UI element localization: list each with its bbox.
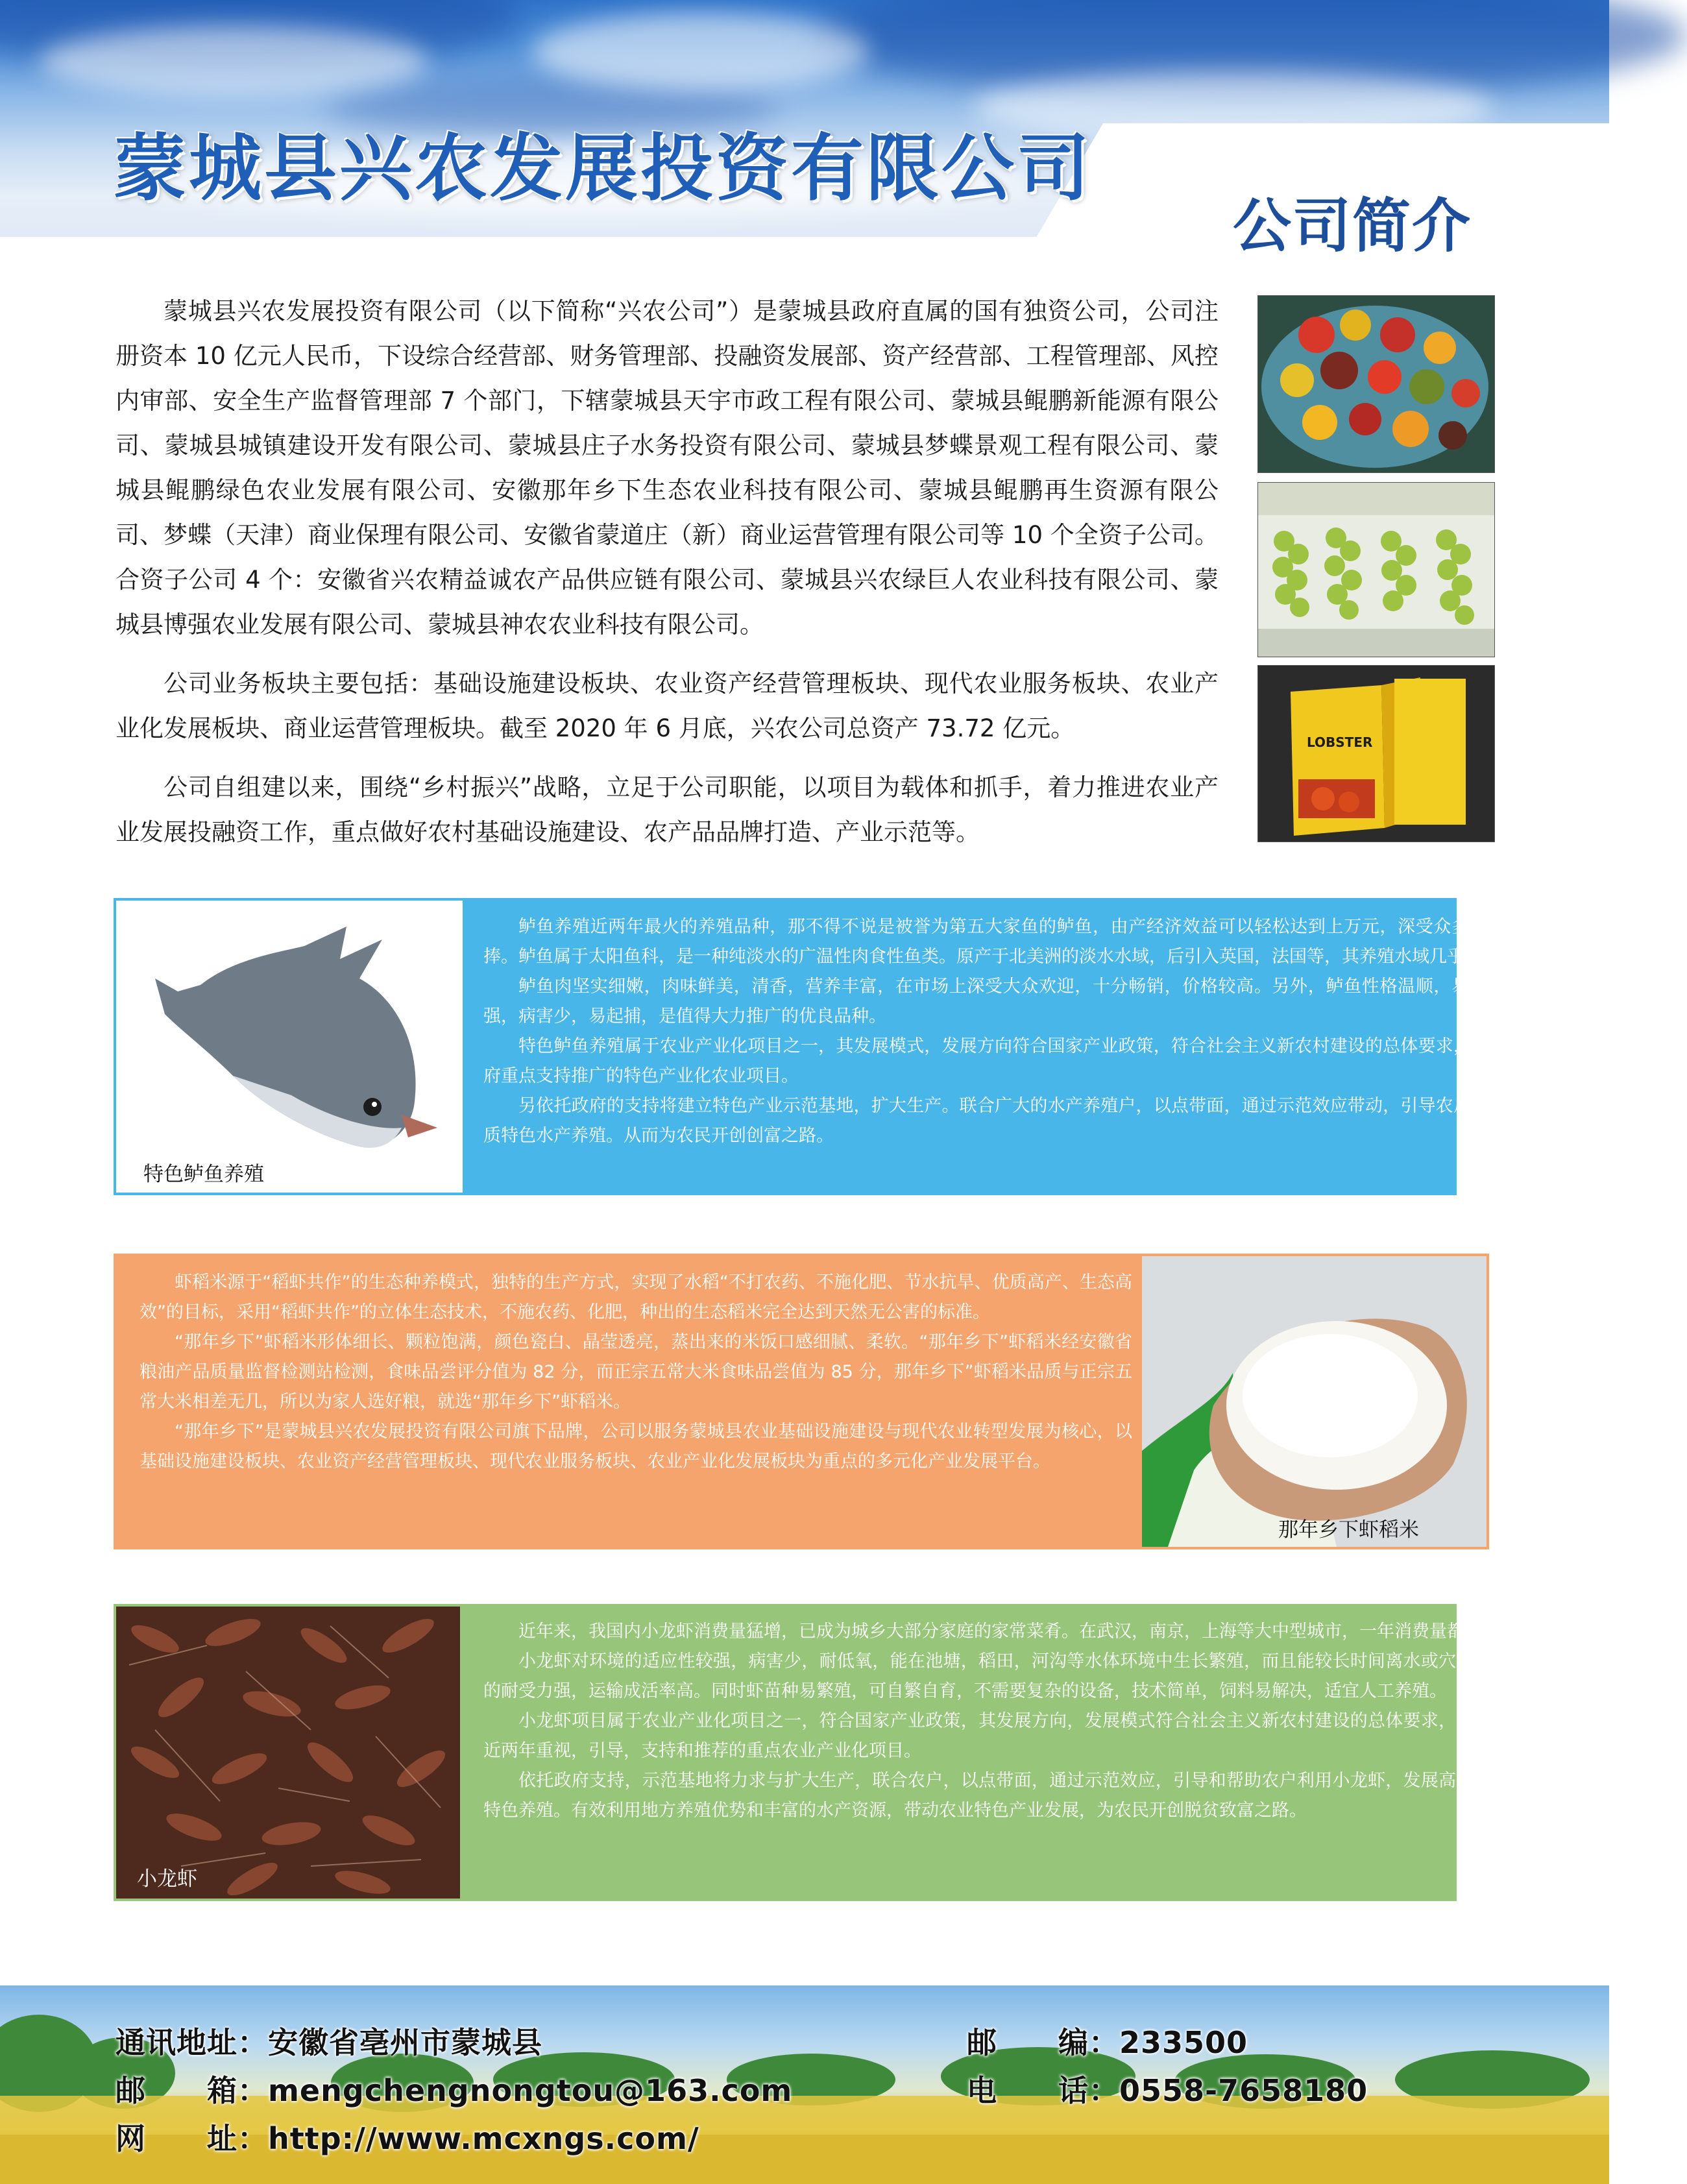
- bass-paragraph: 特色鲈鱼养殖属于农业产业化项目之一，其发展模式，发展方向符合国家产业政策，符合社会主义新农村建设的总体要求，同时也是县政府重点支持推广的特色产业化农业项目。: [483, 1036, 1577, 1086]
- bass-paragraph: 鲈鱼养殖近两年最火的养殖品种，那不得不说是被誉为第五大家鱼的鲈鱼，由产经济效益可以轻松达到上万元，深受众多养殖朋友的追捧。鲈鱼属于太阳鱼科，是一种纯淡水的广温性肉食性鱼类。原产于北美洲的淡水水域，后引入英国，法国等，其养殖水域几乎遍布全球。: [483, 917, 1577, 967]
- crayfish-paragraph: 小龙虾对环境的适应性较强，病害少，耐低氧，能在池塘，稻田，河沟等水体环境中生长繁殖，而且能较长时间离水或穴居，对不良环境的耐受力强，运输成活率高。同时虾苗种易繁殖，可自繁自育，不需要复杂的设备，技术简单，饲料易解决，适宜人工养殖。: [483, 1651, 1580, 1701]
- bass-farming-panel: [114, 898, 1577, 1195]
- bass-fish-illustration: [116, 901, 463, 1193]
- crayfish-description: [483, 1617, 1580, 1826]
- rice-description: [140, 1268, 1132, 1477]
- section-title: 公司简介: [1233, 192, 1472, 260]
- footer-contact-banner: [0, 1985, 1609, 2184]
- footer-phone: 电 话：0558-7658180: [967, 2073, 1368, 2108]
- crayfish-pile-illustration: [116, 1607, 460, 1899]
- bass-photo-frame: [116, 901, 463, 1193]
- company-title: 蒙城县兴农发展投资有限公司: [114, 127, 1092, 211]
- intro-paragraph: 公司业务板块主要包括：基础设施建设板块、农业资产经营管理板块、现代农业服务板块、农业产业化发展板块、商业运营管理板块。截至 2020 年 6 月底，兴农公司总资产 73.72 亿元。: [115, 670, 1219, 742]
- bass-caption: 特色鲈鱼养殖: [143, 1163, 264, 1186]
- bass-paragraph: 鲈鱼肉坚实细嫩，肉味鲜美，清香，营养丰富，在市场上深受大众欢迎，十分畅销，价格较高。另外，鲈鱼性格温顺，易驯化，适应性强，病害少，易起捕，是值得大力推广的优良品种。: [483, 977, 1577, 1026]
- tomato-photo: [1257, 295, 1495, 473]
- rice-panel: [114, 1254, 1489, 1549]
- rice-paragraph: “那年乡下”是蒙城县兴农发展投资有限公司旗下品牌，公司以服务蒙城县农业基础设施建设与现代农业转型发展为核心，以基础设施建设板块、农业资产经营管理板块、现代农业服务板块、农业产业化发展板块为重点的多元化产业发展平台。: [140, 1422, 1132, 1472]
- bass-description: [483, 912, 1577, 1151]
- footer-website[interactable]: 网 址：http://www.mcxngs.com/: [115, 2121, 699, 2156]
- rice-photo-frame: [1142, 1256, 1487, 1547]
- rice-in-hand-illustration: [1142, 1256, 1487, 1547]
- header-banner: [0, 0, 1609, 260]
- footer-postcode: 邮 编：233500: [967, 2025, 1248, 2060]
- intro-paragraph: 公司自组建以来，围绕“乡村振兴”战略，立足于公司职能，以项目为载体和抓手，着力推进农业产业发展投融资工作，重点做好农村基础设施建设、农产品品牌打造、产业示范等。: [115, 773, 1219, 846]
- lobster-box-photo: [1257, 665, 1495, 842]
- crayfish-photo-frame: [116, 1607, 460, 1899]
- crayfish-caption: 小龙虾: [137, 1867, 197, 1891]
- bass-paragraph: 另依托政府的支持将建立特色产业示范基地，扩大生产。联合广大的水产养殖户，以点带面，通过示范效应带动，引导农户发展高效，优质特色水产养殖。从而为农民开创创富之路。: [483, 1096, 1577, 1146]
- intro-paragraph: 蒙城县兴农发展投资有限公司（以下简称“兴农公司”）是蒙城县政府直属的国有独资公司，公司注册资本 10 亿元人民币，下设综合经营部、财务管理部、投融资发展部、资产经营部、工程管理部、风控内审部、安全生产监督管理部 7 个部门，下辖蒙城县天宇市政工程有限公司、蒙城县鲲鹏新能源有限公司、蒙城县城镇建设开发有限公司、蒙城县庄子水务投资有限公司、蒙城县梦蝶景观工程有限公司、蒙城县鲲鹏绿色农业发展有限公司、安徽那年乡下生态农业科技有限公司、蒙城县鲲鹏再生资源有限公司、梦蝶（天津）商业保理有限公司、安徽省蒙道庄（新）商业运营管理有限公司等 10 个全资子公司。合资子公司 4 个：安徽省兴农精益诚农产品供应链有限公司、蒙城县兴农绿巨人农业科技有限公司、蒙城县博强农业发展有限公司、蒙城县神农农业科技有限公司。: [115, 297, 1219, 638]
- footer-email[interactable]: 邮 箱：mengchengnongtou@163.com: [115, 2073, 793, 2108]
- crayfish-paragraph: 小龙虾项目属于农业产业化项目之一，符合国家产业政策，其发展方向，发展模式符合社会主义新农村建设的总体要求，同时也是县政府近两年重视，引导，支持和推荐的重点农业产业化项目。: [483, 1711, 1580, 1761]
- footer-address: 通讯地址：安徽省亳州市蒙城县: [115, 2025, 542, 2060]
- rice-caption: 那年乡下虾稻米: [1278, 1518, 1419, 1542]
- crayfish-panel: [114, 1604, 1580, 1901]
- rice-paragraph: 虾稻米源于“稻虾共作”的生态种养模式，独特的生产方式，实现了水稻“不打农药、不施化肥、节水抗旱、优质高产、生态高效”的目标，采用“稻虾共作”的立体生态技术，不施农药、化肥，种出的生态稻米完全达到天然无公害的标准。: [140, 1272, 1132, 1322]
- grapes-photo: [1257, 482, 1495, 657]
- crayfish-paragraph: 依托政府支持，示范基地将力求与扩大生产，联合农户，以点带面，通过示范效应，引导和帮助农户利用小龙虾，发展高产，优质，高效特色养殖。有效利用地方养殖优势和丰富的水产资源，带动农业特色产业发展，为农民开创脱贫致富之路。: [483, 1771, 1580, 1821]
- lobster-box-label: LOBSTER: [1307, 734, 1373, 750]
- company-introduction: [115, 289, 1219, 869]
- crayfish-paragraph: 近年来，我国内小龙虾消费量猛增，已成为城乡大部分家庭的家常菜肴。在武汉，南京，上海等大中型城市，一年消费量都在万吨以上。: [518, 1621, 1570, 1642]
- rice-paragraph: “那年乡下”虾稻米形体细长、颗粒饱满，颜色瓷白、晶莹透亮，蒸出来的米饭口感细腻、柔软。“那年乡下”虾稻米经安徽省粮油产品质量监督检测站检测，食味品尝评分值为 82 分，而正宗五常大米食味品尝值为 85 分，那年乡下”虾稻米品质与正宗五常大米相差无几，所以为家人选好粮，就选“那年乡下”虾稻米。: [140, 1332, 1132, 1412]
